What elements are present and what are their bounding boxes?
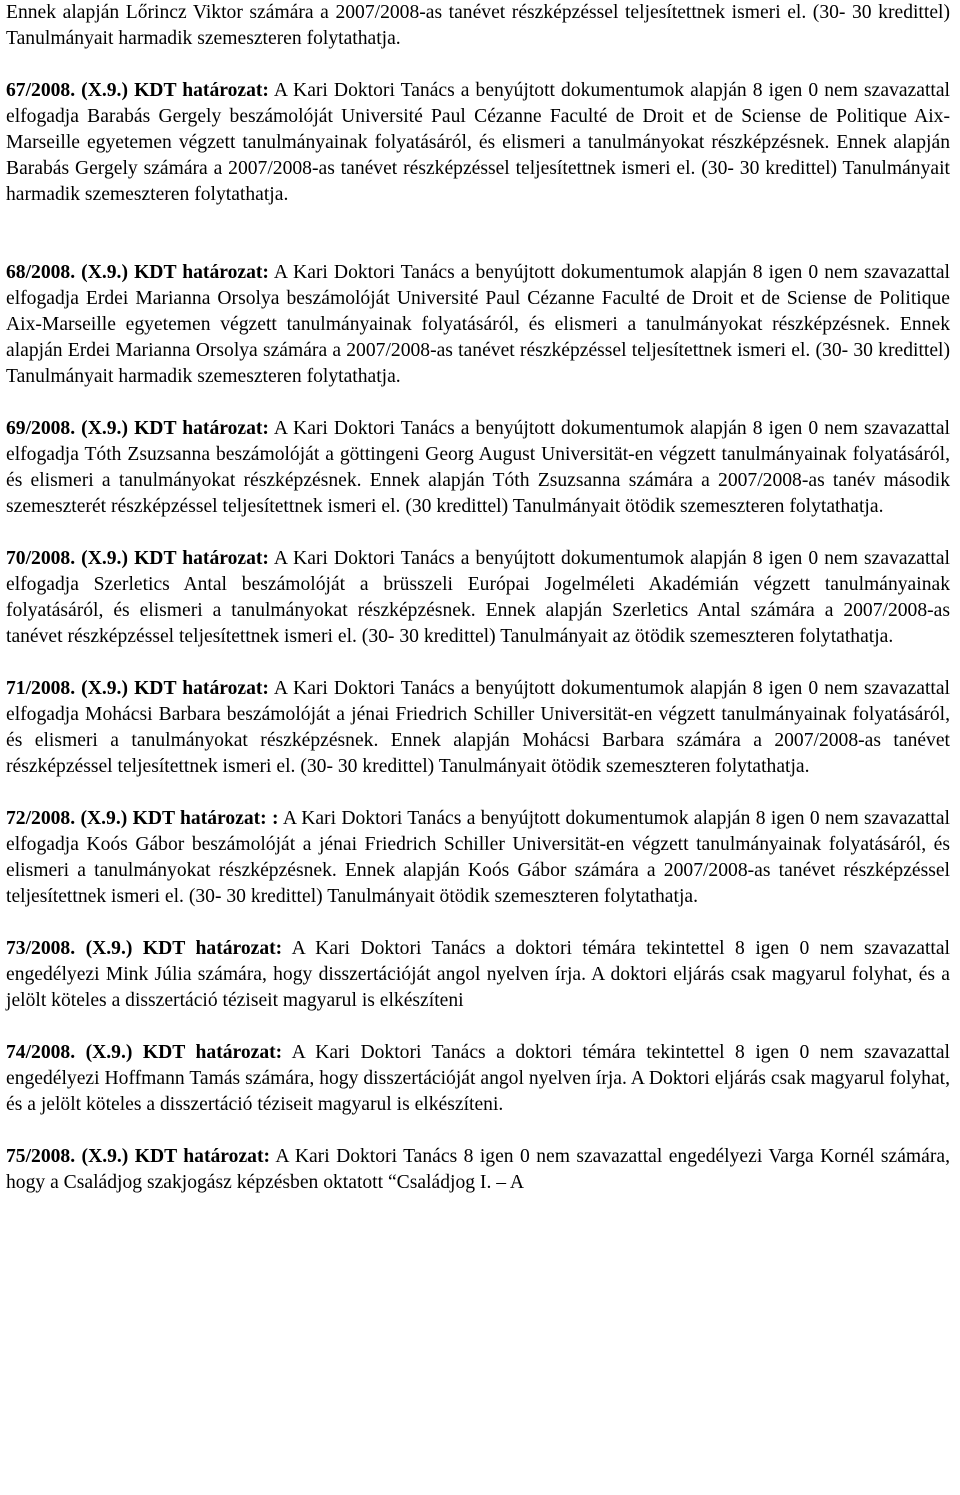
resolution-71 [6, 676, 950, 780]
resolution-74 [6, 1040, 950, 1118]
resolution-number: 70/2008. (X.9.) [6, 548, 128, 569]
resolution-text: A Kari Doktori Tanács a benyújtott dokumentumok alapján 8 igen 0 nem szavazattal elfogadja Koós Gábor beszámolóját a jénai Friedrich Schiller Universität-en végzett tanulmányainak folyatásáról, és elismeri a tanulmányokat részképzésnek. Ennek alapján Koós Gábor számára a 2007/2008-as tanévet részképzéssel teljesítettnek ismeri el. (30- 30 kredittel) Tanulmányait ötödik szemeszteren folytathatja. [6, 808, 950, 907]
resolution-label: KDT határozat: [142, 938, 283, 959]
resolution-label: KDT határozat: : [132, 808, 279, 829]
resolution-label: KDT határozat: [134, 548, 269, 569]
resolution-text: A Kari Doktori Tanács a benyújtott dokumentumok alapján 8 igen 0 nem szavazattal elfogadja Tóth Zsuzsanna beszámolóját a göttingeni Georg August Universität-en végzett tanulmányainak folyatásáról, és elismeri a tanulmányokat részképzésnek. Ennek alapján Tóth Zsuzsanna számára a 2007/2008-as tanév második szemeszterét részképzéssel teljesítettnek ismeri el. (30 kredittel) Tanulmányait ötödik szemeszteren folytathatja. [6, 418, 950, 517]
resolution-number: 73/2008. (X.9.) [6, 938, 133, 959]
resolution-text: A Kari Doktori Tanács a benyújtott dokumentumok alapján 8 igen 0 nem szavazattal elfogadja Szerletics Antal beszámolóját a brüsszeli Európai Jogelméleti Akadémián végzett tanulmányainak folyatásáról, és elismeri a tanulmányokat részképzésnek. Ennek alapján Szerletics Antal számára a 2007/2008-as tanévet részképzéssel teljesítettnek ismeri el. (30- 30 kredittel) Tanulmányait az ötödik szemeszteren folytathatja. [6, 548, 950, 647]
resolution-label: KDT határozat: [134, 1146, 270, 1167]
resolution-text: A Kari Doktori Tanács a benyújtott dokumentumok alapján 8 igen 0 nem szavazattal elfogadja Mohácsi Barbara beszámolóját a jénai Friedrich Schiller Universität-en végzett tanulmányainak folyatásáról, és elismeri a tanulmányokat részképzésnek. Ennek alapján Mohácsi Barbara számára a 2007/2008-as tanévet részképzéssel teljesítettnek ismeri el. (30- 30 kredittel) Tanulmányait ötödik szemeszteren folytathatja. [6, 678, 950, 777]
resolution-67 [6, 78, 950, 208]
resolution-75 [6, 1144, 950, 1196]
resolution-text: A Kari Doktori Tanács a benyújtott dokumentumok alapján 8 igen 0 nem szavazattal elfogadja Barabás Gergely beszámolóját Université Paul Cézanne Faculté de Droit et de Sciense de Politique Aix-Marseille egyetemen végzett tanulmányainak folyatásáról, és elismeri a tanulmányokat részképzésnek. Ennek alapján Barabás Gergely számára a 2007/2008-as tanévet részképzéssel teljesítettnek ismeri el. (30- 30 kredittel) Tanulmányait harmadik szemeszteren folytathatja. [6, 80, 950, 205]
resolution-number: 75/2008. (X.9.) [6, 1146, 129, 1167]
resolution-number: 74/2008. (X.9.) [6, 1042, 133, 1063]
resolution-text: A Kari Doktori Tanács a doktori témára tekintettel 8 igen 0 nem szavazattal engedélyezi Mink Júlia számára, hogy disszertációját angol nyelven írja. A doktori eljárás csak magyarul folyhat, és a jelölt köteles a disszertáció téziseit magyarul is elkészíteni [6, 938, 950, 1011]
resolution-label: KDT határozat: [134, 678, 269, 699]
resolution-number: 72/2008. (X.9.) [6, 808, 128, 829]
resolution-text: A Kari Doktori Tanács a doktori témára tekintettel 8 igen 0 nem szavazattal engedélyezi Hoffmann Tamás számára, hogy disszertációját angol nyelven írja. A Doktori eljárás csak magyarul folyhat, és a jelölt köteles a disszertáció téziseit magyarul is elkészíteni. [6, 1042, 950, 1115]
resolution-72 [6, 806, 950, 910]
resolution-69 [6, 416, 950, 520]
resolution-label: KDT határozat: [134, 80, 269, 101]
resolution-number: 67/2008. (X.9.) [6, 80, 128, 101]
resolution-text: A Kari Doktori Tanács a benyújtott dokumentumok alapján 8 igen 0 nem szavazattal elfogadja Erdei Marianna Orsolya beszámolóját Université Paul Cézanne Faculté de Droit et de Sciense de Politique Aix-Marseille egyetemen végzett tanulmányainak folyatásáról, és elismeri a tanulmányokat részképzésnek. Ennek alapján Erdei Marianna Orsolya számára a 2007/2008-as tanévet részképzéssel teljesítettnek ismeri el. (30- 30 kredittel) Tanulmányait harmadik szemeszteren folytathatja. [6, 262, 950, 387]
intro-paragraph: Ennek alapján Lőrincz Viktor számára a 2007/2008-as tanévet részképzéssel teljesítettnek ismeri el. (30- 30 kredittel) Tanulmányait harmadik szemeszteren folytathatja. [6, 2, 950, 49]
resolution-73 [6, 936, 950, 1014]
resolution-number: 68/2008. (X.9.) [6, 262, 128, 283]
resolution-number: 69/2008. (X.9.) [6, 418, 128, 439]
resolution-label: KDT határozat: [134, 418, 269, 439]
resolution-70 [6, 546, 950, 650]
resolution-number: 71/2008. (X.9.) [6, 678, 128, 699]
resolution-label: KDT határozat: [134, 262, 269, 283]
resolution-label: KDT határozat: [142, 1042, 283, 1063]
resolution-68 [6, 260, 950, 390]
resolution-text: A Kari Doktori Tanács 8 igen 0 nem szavazattal engedélyezi Varga Kornél számára, hogy a Családjog szakjogász képzésben oktatott “Családjog I. – A [6, 1146, 950, 1193]
